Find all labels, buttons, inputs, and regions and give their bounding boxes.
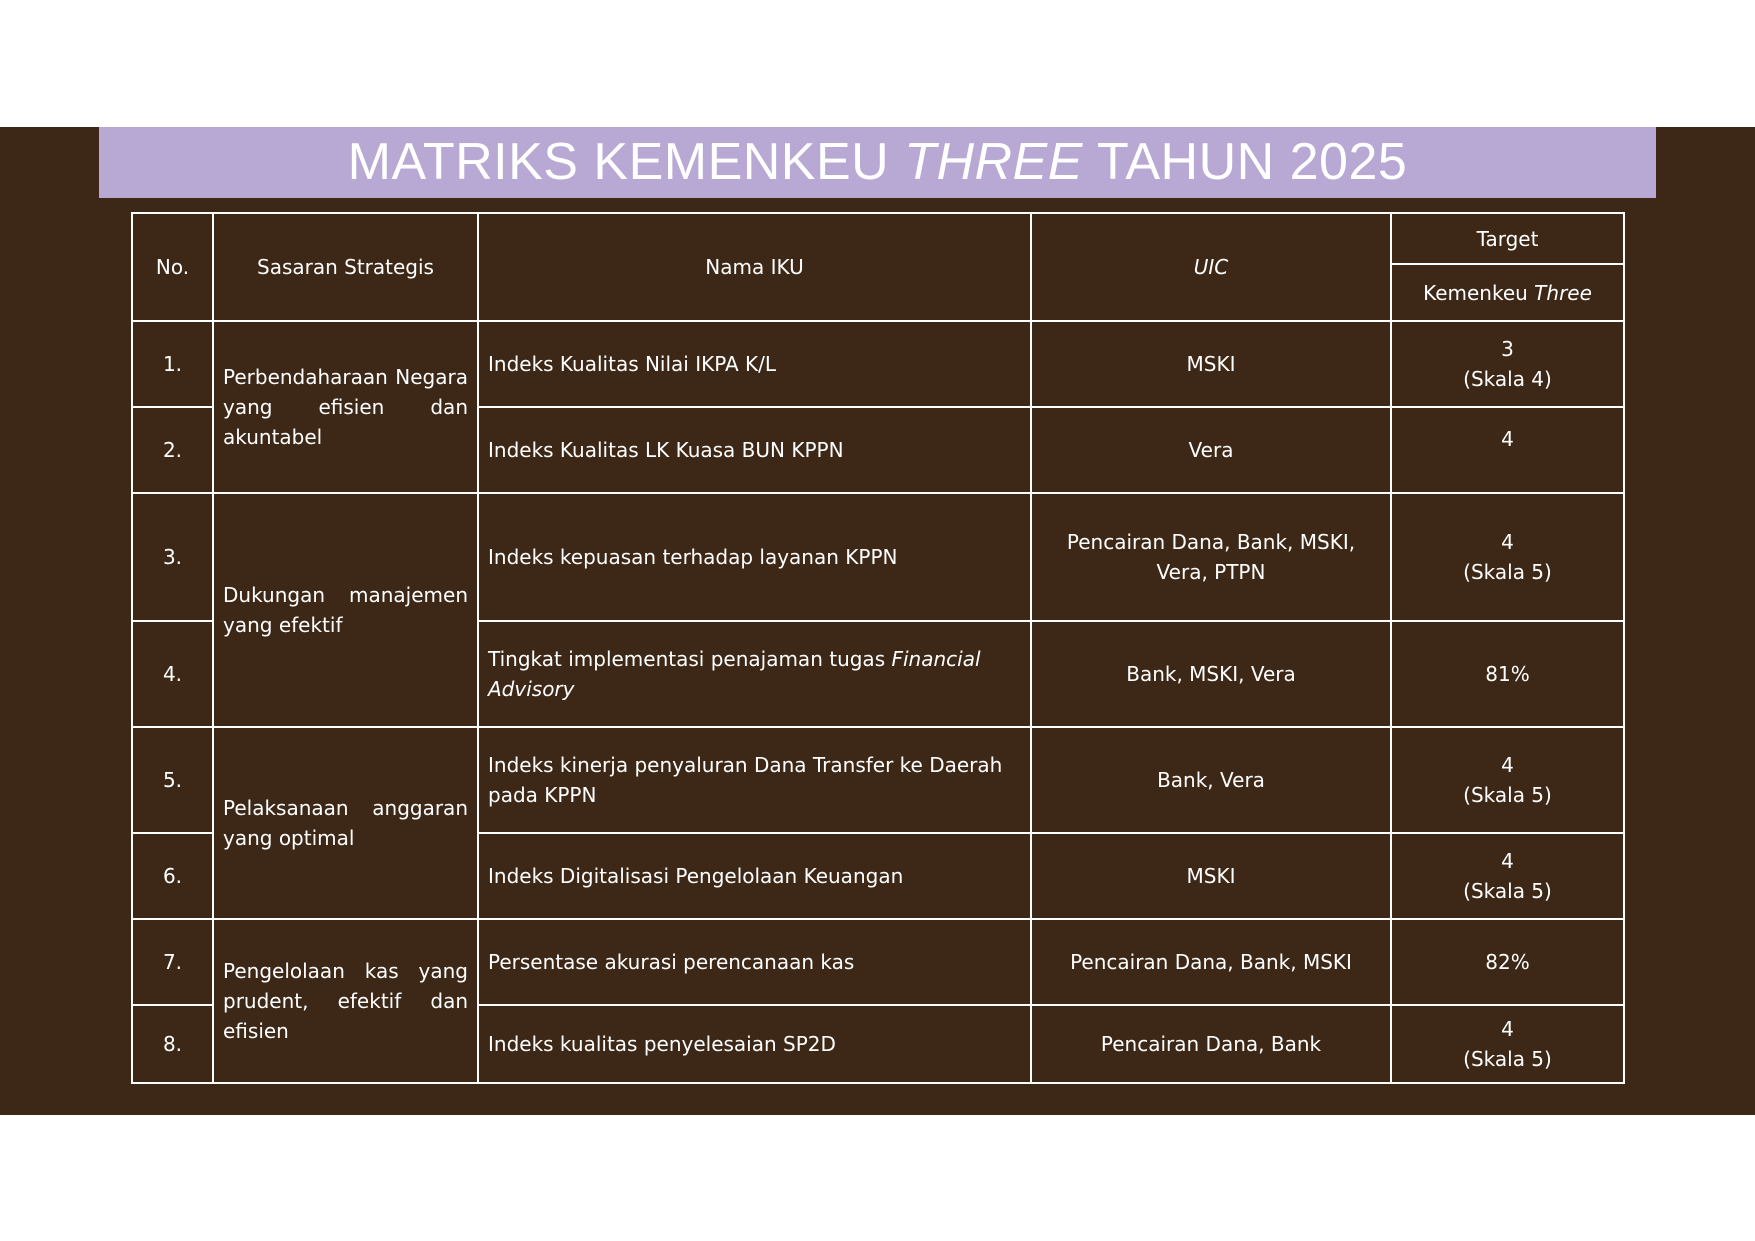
table-row [132,919,1624,1005]
target-value: 4 [1501,849,1514,873]
nama-iku-cell: Persentase akurasi perencanaan kas [478,919,1031,1005]
header-target-sub-italic: Three [1534,280,1592,305]
nama-iku-text: Tingkat implementasi penajaman tugas [488,647,892,671]
title-part-1: MATRIKS KEMENKEU [347,133,905,191]
iku-matrix-table [131,212,1625,1084]
uic-cell: Pencairan Dana, Bank, MSKI, Vera, PTPN [1031,493,1391,621]
target-note: (Skala 5) [1463,783,1552,807]
target-cell [1391,621,1624,727]
sasaran-strategis-cell: Dukungan manajemen yang efektif [213,493,478,727]
sasaran-strategis-cell: Pelaksanaan anggaran yang optimal [213,727,478,919]
uic-cell: Bank, MSKI, Vera [1031,621,1391,727]
nama-iku-cell: Indeks kualitas penyelesaian SP2D [478,1005,1031,1083]
header-row [132,213,1624,264]
target-value: 82% [1485,950,1530,974]
nama-iku-cell: Indeks Digitalisasi Pengelolaan Keuangan [478,833,1031,919]
target-value: 81% [1485,662,1530,686]
nama-iku-cell: Indeks kepuasan terhadap layanan KPPN [478,493,1031,621]
header-target: Target [1391,213,1624,264]
target-cell [1391,727,1624,833]
header-uic: UIC [1031,213,1391,321]
header-target-kemenkeu-three [1391,264,1624,321]
target-cell [1391,833,1624,919]
target-value: 4 [1501,427,1514,451]
row-no: 4. [132,621,213,727]
uic-cell: Bank, Vera [1031,727,1391,833]
header-no: No. [132,213,213,321]
target-cell [1391,407,1624,493]
table-row [132,493,1624,621]
target-note: (Skala 4) [1463,367,1552,391]
uic-cell: Pencairan Dana, Bank [1031,1005,1391,1083]
row-no: 2. [132,407,213,493]
target-note: (Skala 5) [1463,560,1552,584]
uic-cell: Vera [1031,407,1391,493]
target-cell [1391,1005,1624,1083]
target-note: (Skala 5) [1463,879,1552,903]
uic-cell: Pencairan Dana, Bank, MSKI [1031,919,1391,1005]
table-row [132,727,1624,833]
row-no: 6. [132,833,213,919]
page-title [99,127,1656,198]
row-no: 3. [132,493,213,621]
nama-iku-italic: Financial Advisory [488,647,981,701]
header-sasaran-strategis: Sasaran Strategis [213,213,478,321]
target-cell [1391,919,1624,1005]
row-no: 7. [132,919,213,1005]
header-target-sub-prefix: Kemenkeu [1423,280,1535,305]
nama-iku-cell: Indeks Kualitas LK Kuasa BUN KPPN [478,407,1031,493]
uic-cell: MSKI [1031,833,1391,919]
uic-cell: MSKI [1031,321,1391,407]
row-no: 5. [132,727,213,833]
target-value: 4 [1501,753,1514,777]
target-note: (Skala 5) [1463,1047,1552,1071]
row-no: 8. [132,1005,213,1083]
nama-iku-cell: Indeks Kualitas Nilai IKPA K/L [478,321,1031,407]
row-no: 1. [132,321,213,407]
table-row [132,321,1624,407]
target-cell [1391,493,1624,621]
nama-iku-cell: Indeks kinerja penyaluran Dana Transfer ke Daerah pada KPPN [478,727,1031,833]
target-value: 4 [1501,1017,1514,1041]
title-part-3: TAHUN 2025 [1082,133,1408,191]
target-value: 3 [1501,337,1514,361]
sasaran-strategis-cell: Pengelolaan kas yang prudent, efektif dan efisien [213,919,478,1083]
target-cell [1391,321,1624,407]
sasaran-strategis-cell: Perbendaharaan Negara yang efisien dan akuntabel [213,321,478,493]
title-part-2: THREE [904,133,1083,191]
header-nama-iku: Nama IKU [478,213,1031,321]
nama-iku-cell [478,621,1031,727]
target-value: 4 [1501,530,1514,554]
